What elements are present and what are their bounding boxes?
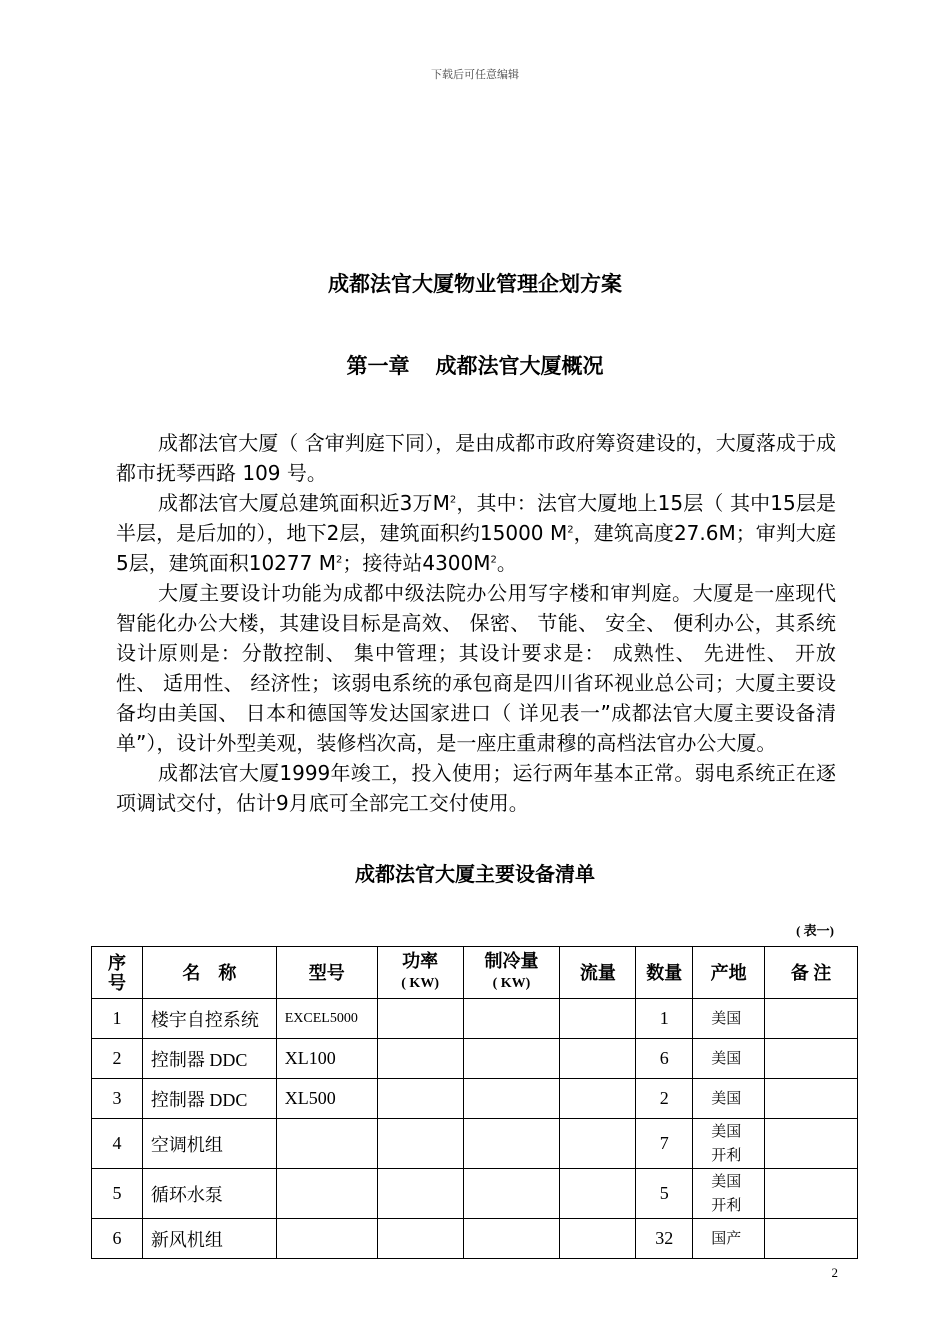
cell-seq: 5 bbox=[92, 1169, 143, 1219]
cell-origin: 国产 bbox=[693, 1219, 765, 1259]
cell-name: 新风机组 bbox=[142, 1219, 276, 1259]
chapter-number: 第一章 bbox=[346, 354, 410, 378]
cell-origin: 美国 bbox=[693, 1079, 765, 1119]
header-model: 型号 bbox=[276, 947, 377, 999]
table-header-row bbox=[92, 947, 858, 999]
table-label: ( 表一) bbox=[796, 923, 834, 938]
cell-remark bbox=[765, 1079, 858, 1119]
cell-name: 控制器 DDC bbox=[142, 1039, 276, 1079]
cell-power bbox=[377, 1219, 463, 1259]
page-number: 2 bbox=[831, 1265, 838, 1280]
cell-model bbox=[276, 1219, 377, 1259]
table-row bbox=[92, 1079, 858, 1119]
cell-flow bbox=[560, 1169, 636, 1219]
cell-cooling bbox=[463, 1219, 560, 1259]
header-origin: 产地 bbox=[693, 947, 765, 999]
cell-qty: 32 bbox=[636, 1219, 693, 1259]
body-text bbox=[116, 428, 836, 818]
table-row bbox=[92, 1169, 858, 1219]
cell-qty: 5 bbox=[636, 1169, 693, 1219]
cell-model bbox=[276, 1169, 377, 1219]
cell-qty: 2 bbox=[636, 1079, 693, 1119]
cell-remark bbox=[765, 1119, 858, 1169]
cell-remark bbox=[765, 1039, 858, 1079]
cell-flow bbox=[560, 1079, 636, 1119]
cell-seq: 2 bbox=[92, 1039, 143, 1079]
table-row bbox=[92, 1119, 858, 1169]
cell-remark bbox=[765, 1219, 858, 1259]
cell-cooling bbox=[463, 1169, 560, 1219]
cell-name: 楼宇自控系统 bbox=[142, 999, 276, 1039]
cell-power bbox=[377, 1039, 463, 1079]
cell-power bbox=[377, 1079, 463, 1119]
cell-power bbox=[377, 999, 463, 1039]
cell-seq: 3 bbox=[92, 1079, 143, 1119]
table-row bbox=[92, 1039, 858, 1079]
paragraph-1: 成都法官大厦（ 含审判庭下同），是由成都市政府筹资建设的，大厦落成于成都市抚琴西路 109 号。 bbox=[116, 431, 836, 485]
cell-cooling bbox=[463, 1079, 560, 1119]
equipment-table bbox=[91, 946, 858, 1259]
cell-model: XL100 bbox=[276, 1039, 377, 1079]
table-row bbox=[92, 999, 858, 1039]
cell-qty: 7 bbox=[636, 1119, 693, 1169]
cell-cooling bbox=[463, 1039, 560, 1079]
cell-seq: 1 bbox=[92, 999, 143, 1039]
cell-cooling bbox=[463, 999, 560, 1039]
cell-model: EXCEL5000 bbox=[276, 999, 377, 1039]
cell-flow bbox=[560, 1039, 636, 1079]
cell-power bbox=[377, 1169, 463, 1219]
header-seq: 序 号 bbox=[92, 947, 143, 999]
page-header-note: 下载后可任意编辑 bbox=[431, 68, 519, 81]
paragraph-4: 成都法官大厦1999年竣工，投入使用；运行两年基本正常。弱电系统正在逐项调试交付，估计9月底可全部完工交付使用。 bbox=[116, 761, 836, 815]
cell-origin: 美国 开利 bbox=[693, 1169, 765, 1219]
header-qty: 数量 bbox=[636, 947, 693, 999]
table-row bbox=[92, 1219, 858, 1259]
paragraph-3: 大厦主要设计功能为成都中级法院办公用写字楼和审判庭。大厦是一座现代智能化办公大楼，其建设目标是高效、 保密、 节能、 安全、 便利办公，其系统设计原则是：分散控制、 集中管理；其设计要求是： 成熟性、 先进性、 开放性、 适用性、 经济性；该弱电系统的承包商是四川省环视业总公司；大厦主要设备均由美国、 日本和德国等发达国家进口（ 详见表一”成都法官大厦主要设备清单”），设计外型美观，装修档次高，是一座庄重肃穆的高档法官办公大厦。 bbox=[116, 581, 836, 755]
cell-power bbox=[377, 1119, 463, 1169]
chapter-heading bbox=[0, 350, 950, 380]
cell-origin: 美国 bbox=[693, 1039, 765, 1079]
cell-name: 空调机组 bbox=[142, 1119, 276, 1169]
cell-name: 控制器 DDC bbox=[142, 1079, 276, 1119]
cell-flow bbox=[560, 1119, 636, 1169]
cell-seq: 6 bbox=[92, 1219, 143, 1259]
cell-origin: 美国 bbox=[693, 999, 765, 1039]
document-title: 成都法官大厦物业管理企划方案 bbox=[328, 272, 622, 296]
cell-remark bbox=[765, 1169, 858, 1219]
header-cooling: 制冷量 ( KW) bbox=[463, 947, 560, 999]
cell-flow bbox=[560, 999, 636, 1039]
chapter-title: 成都法官大厦概况 bbox=[435, 354, 604, 378]
header-flow: 流量 bbox=[560, 947, 636, 999]
cell-seq: 4 bbox=[92, 1119, 143, 1169]
cell-model: XL500 bbox=[276, 1079, 377, 1119]
cell-origin: 美国 开利 bbox=[693, 1119, 765, 1169]
cell-model bbox=[276, 1119, 377, 1169]
cell-qty: 6 bbox=[636, 1039, 693, 1079]
cell-qty: 1 bbox=[636, 999, 693, 1039]
header-power: 功率 ( KW) bbox=[377, 947, 463, 999]
table-title: 成都法官大厦主要设备清单 bbox=[355, 862, 595, 886]
paragraph-2: 成都法官大厦总建筑面积近3万$M^2$，其中：法官大厦地上15层（ 其中15层是半层，是后加的），地下2层，建筑面积约15000 $M^2$，建筑高度27.6M；审判大庭5层，建筑面积10277 $M^2$；接待站$4300M^2$。 bbox=[116, 491, 836, 575]
header-name: 名 称 bbox=[142, 947, 276, 999]
cell-name: 循环水泵 bbox=[142, 1169, 276, 1219]
cell-remark bbox=[765, 999, 858, 1039]
header-remark: 备 注 bbox=[765, 947, 858, 999]
cell-flow bbox=[560, 1219, 636, 1259]
cell-cooling bbox=[463, 1119, 560, 1169]
